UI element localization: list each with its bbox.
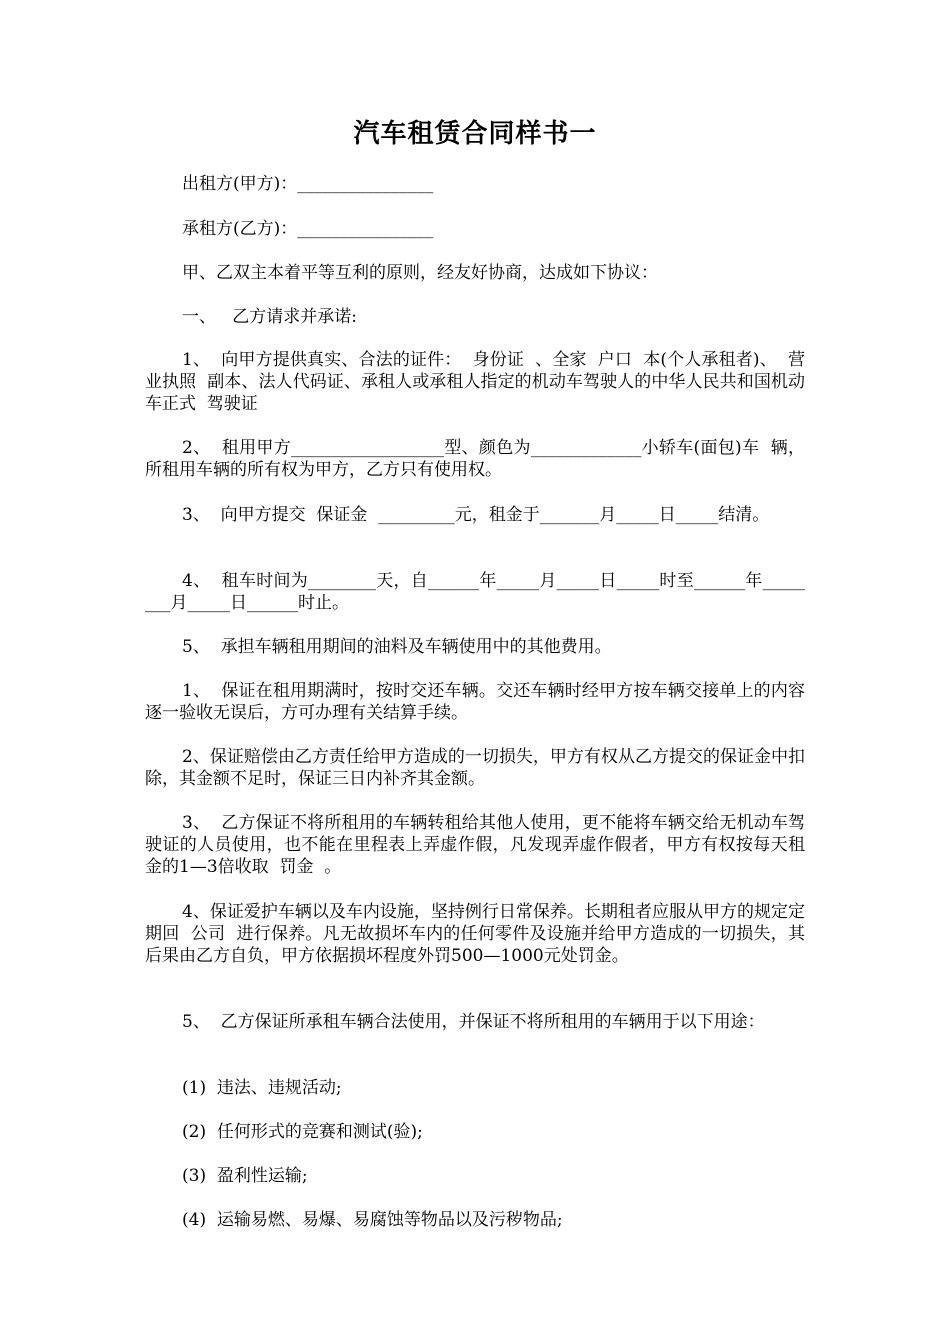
list-item: (1) 违法、违规活动; — [182, 1078, 342, 1098]
list-item: (4) 运输易燃、易爆、易腐蚀等物品以及污秽物品; — [182, 1210, 563, 1230]
clause-paragraph: 3、 向甲方提交 保证金 _________元，租金于_______月_____日_____结清。 — [182, 505, 770, 525]
clause-paragraph: 5、 乙方保证所承租车辆合法使用，并保证不将所租用的车辆用于以下用途： — [182, 1012, 765, 1032]
clause-paragraph: 4、保证爱护车辆以及车内设施，坚持例行日常保养。长期租者应服从甲方的规定定期回 公司 进行保养。凡无故损坏车内的任何零件及设施并给甲方造成的一切损失，其后果由乙方自负，甲方依据损坏程度外罚500—1000元处罚金。 — [145, 902, 805, 966]
clause-paragraph: 1、 向甲方提供真实、合法的证件： 身份证 、全家 户口 本(个人承租者)、 营业执照 副本、法人代码证、承租人或承租人指定的机动车驾驶人的中华人民共和国机动车正式 驾驶证 — [145, 350, 805, 414]
clause-paragraph: 5、 承担车辆租用期间的油料及车辆使用中的其他费用。 — [182, 637, 612, 657]
list-item: (3) 盈利性运输; — [182, 1166, 308, 1186]
clause-paragraph: 2、 租用甲方__________________型、颜色为_____________小轿车(面包)车 辆，所租用车辆的所有权为甲方，乙方只有使用权。 — [145, 438, 805, 480]
document-title: 汽车租赁合同样书一 — [353, 119, 597, 149]
preamble-paragraph: 甲、乙双主本着平等互利的原则，经友好协商，达成如下协议： — [182, 263, 658, 283]
lessor-line: 出租方(甲方)：________________ — [182, 174, 434, 194]
clause-paragraph: 3、 乙方保证不将所租用的车辆转租给其他人使用，更不能将车辆交给无机动车驾驶证的人员使用，也不能在里程表上弄虚作假，凡发现弄虚作假者，甲方有权按每天租金的1—3倍收取 罚金 。 — [145, 813, 805, 877]
clause-paragraph: 1、 保证在租用期满时，按时交还车辆。交还车辆时经甲方按车辆交接单上的内容逐一验收无误后，方可办理有关结算手续。 — [145, 681, 805, 723]
clause-paragraph: 4、 租车时间为________天，自______年_____月_____日_____时至______年________月_____日______时止。 — [145, 571, 805, 613]
lessee-line: 承租方(乙方)：________________ — [182, 219, 434, 239]
list-item: (2) 任何形式的竞赛和测试(验); — [182, 1122, 423, 1142]
section-heading: 一、 乙方请求并承诺: — [182, 307, 357, 327]
clause-paragraph: 2、保证赔偿由乙方责任给甲方造成的一切损失，甲方有权从乙方提交的保证金中扣除，其金额不足时，保证三日内补齐其金额。 — [145, 747, 805, 789]
